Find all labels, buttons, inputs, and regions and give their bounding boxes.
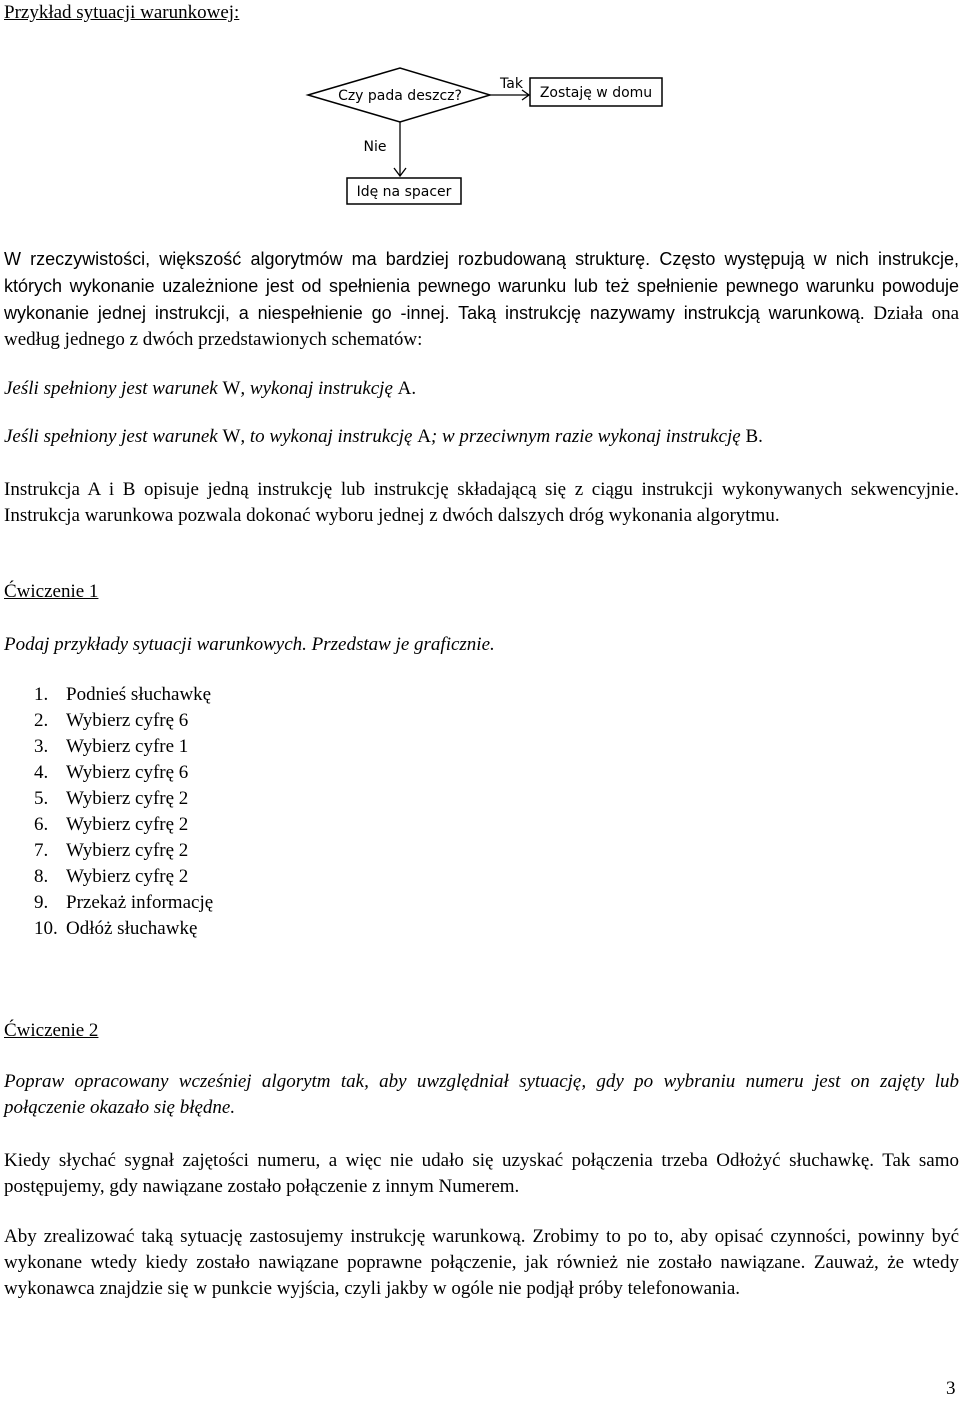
list-item-text: Przekaż informację [66, 892, 214, 913]
exercise-2-task: Popraw opracowany wcześniej algorytm tak, aby uwzględniał sytuację, gdy po wybraniu numeru jest on zajęty lub połączenie okazało się błędne. [4, 1071, 959, 1118]
list-item [0, 812, 213, 838]
list-item-number: 3. [34, 736, 49, 757]
list-item [0, 838, 213, 864]
intro-paragraph-sans: W rzeczywistości, większość algorytmów ma bardziej rozbudowaną strukturę. Często występują w nich instrukcje, których wykonanie uzależnione jest od spełnienia pewnego warunku lub też spełnienie pewnego warunku powoduje wykonanie jednej instrukcji, a niespełnienie go -innej. Taką instrukcję nazywamy instrukcją warunkową. [4, 249, 959, 323]
list-item [0, 864, 213, 890]
list-item-text: Podnieś słuchawkę [66, 684, 212, 705]
no-label: Nie [363, 139, 387, 155]
list-item [0, 786, 213, 812]
section-heading: Przykład sytuacji warunkowej: [4, 2, 240, 23]
list-item-text: Wybierz cyfrę 6 [66, 762, 189, 783]
yes-label: Tak [500, 76, 523, 92]
list-item-number: 4. [34, 762, 49, 783]
list-item [0, 916, 213, 942]
intro-paragraph-serif: Działa ona według jednego z dwóch przedstawionych schematów: [4, 303, 960, 350]
list-item [0, 890, 213, 916]
list-item [0, 734, 213, 760]
list-item-text: Wybierz cyfrę 6 [66, 710, 189, 731]
list-item-number: 5. [34, 788, 49, 809]
list-item-number: 10. [34, 918, 58, 939]
steps-list [0, 682, 213, 942]
page-number: 3 [946, 1378, 956, 1399]
list-item-number: 9. [34, 892, 49, 913]
instruction-paragraph: Instrukcja A i B opisuje jedną instrukcję lub instrukcję składającą się z ciągu instrukcji wykonywanych sekwencyjnie. Instrukcja warunkowa pozwala dokonać wyboru jednej z dwóch dalszych dróg wykonania algorytmu. [4, 479, 959, 526]
list-item [0, 682, 213, 708]
list-item-text: Wybierz cyfrę 2 [66, 866, 189, 887]
exercise-2-paragraph-1: Kiedy słychać sygnał zajętości numeru, a więc nie udało się uzyskać połączenia trzeba Odłożyć słuchawkę. Tak samo postępujemy, gdy nawiązane zostało połączenie z innym Numerem. [4, 1150, 959, 1197]
list-item-number: 7. [34, 840, 49, 861]
list-item [0, 760, 213, 786]
exercise-2-paragraph-2: Aby zrealizować taką sytuację zastosujemy instrukcję warunkową. Zrobimy to po to, aby opisać czynności, powinny być wykonane wtedy kiedy zostało nawiązane poprawne połączenie, jak również nie zostało nawiązane. Zauważ, że wtedy wykonawca znajdzie się w punkcie wyjścia, czyli jakby w ogóle nie podjął próby telefonowania. [4, 1226, 959, 1299]
list-item [0, 708, 213, 734]
yes-action-text: Zostaję w domu [539, 85, 653, 101]
list-item-number: 1. [34, 684, 49, 705]
list-item-text: Wybierz cyfrę 2 [66, 840, 189, 861]
list-item-text: Odłóż słuchawkę [66, 918, 198, 939]
no-action-text: Idę na spacer [356, 184, 452, 200]
list-item-text: Wybierz cyfre 1 [66, 736, 189, 757]
decision-text: Czy pada deszcz? [338, 88, 462, 104]
list-item-text: Wybierz cyfrę 2 [66, 814, 189, 835]
exercise-1-title: Ćwiczenie 1 [4, 581, 99, 602]
list-item-number: 8. [34, 866, 49, 887]
list-item-text: Wybierz cyfrę 2 [66, 788, 189, 809]
intro-paragraph [4, 246, 959, 353]
list-item-number: 6. [34, 814, 49, 835]
scheme-2: Jeśli spełniony jest warunek W, to wykonaj instrukcję A; w przeciwnym razie wykonaj instrukcję B. [4, 426, 763, 447]
exercise-2-title: Ćwiczenie 2 [4, 1020, 99, 1041]
exercise-1-task: Podaj przykłady sytuacji warunkowych. Przedstaw je graficznie. [4, 634, 495, 655]
flowchart-diagram [300, 60, 680, 210]
scheme-1: Jeśli spełniony jest warunek W, wykonaj instrukcję A. [4, 378, 417, 399]
list-item-number: 2. [34, 710, 49, 731]
